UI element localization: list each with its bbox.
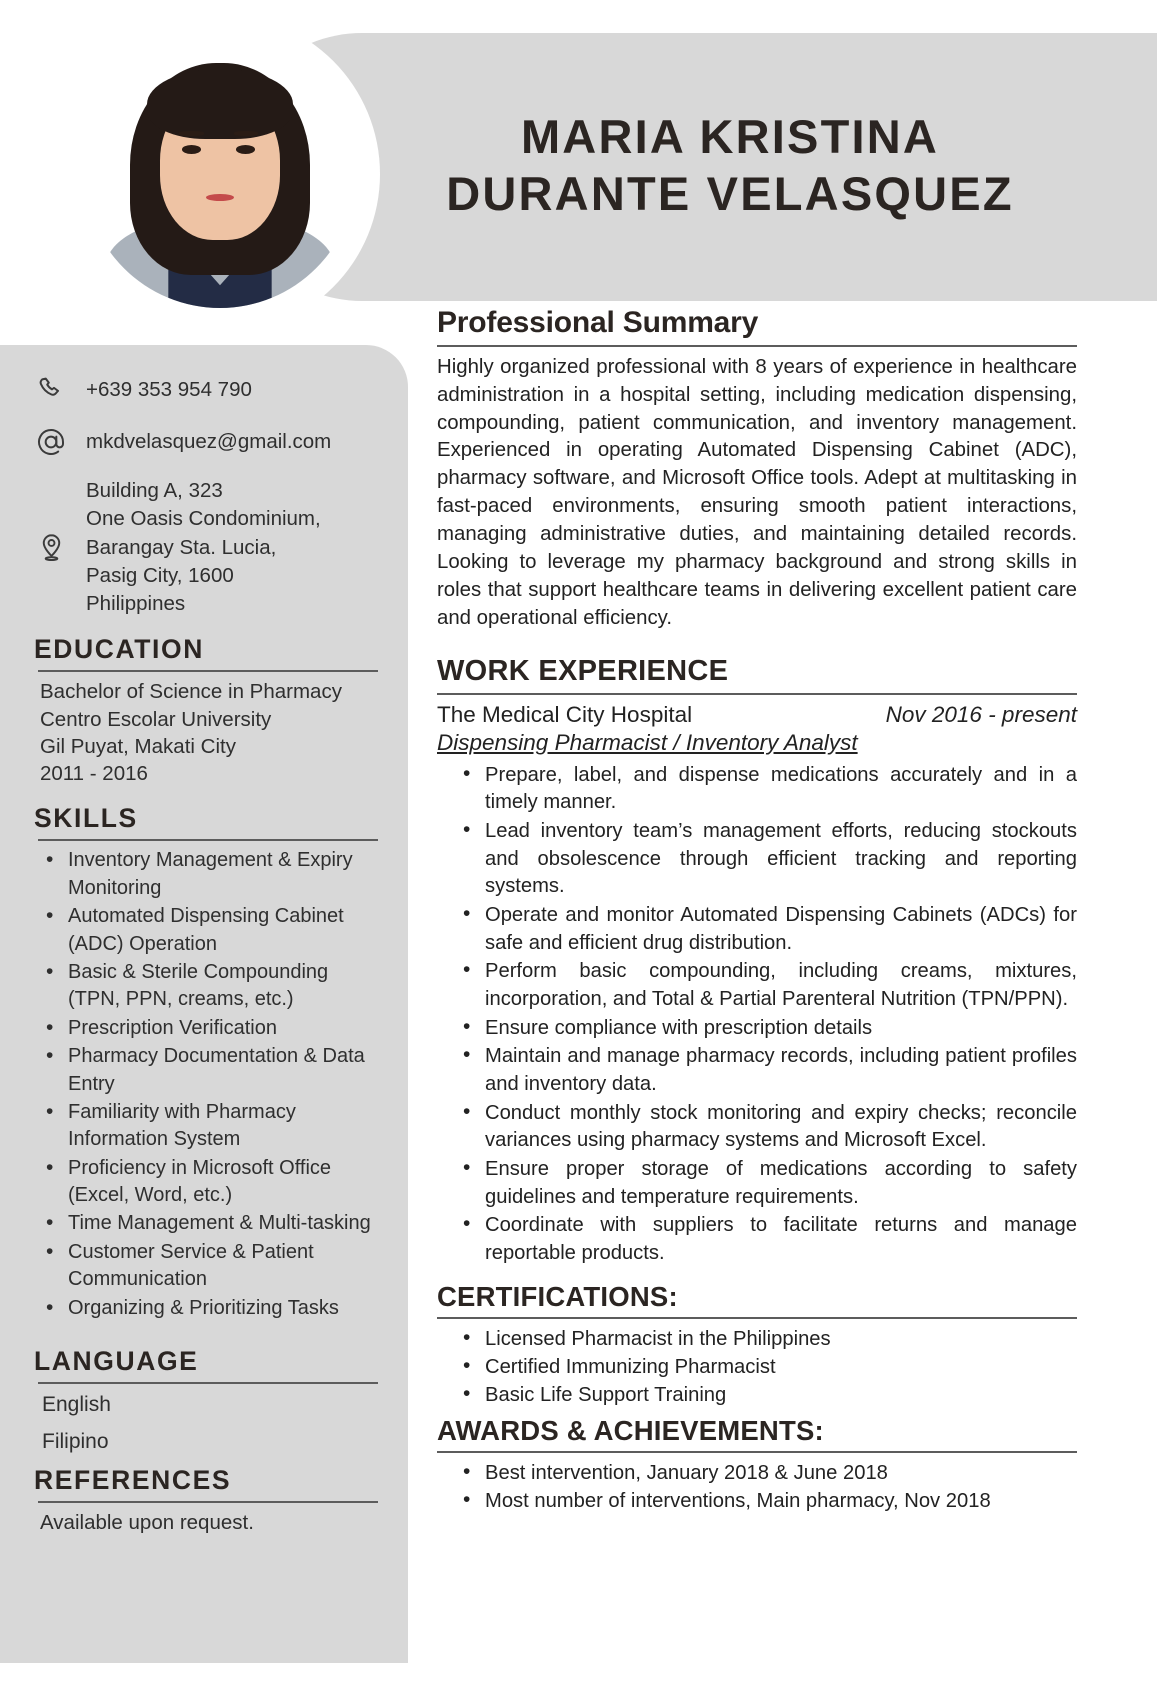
language-heading: LANGUAGE (34, 1346, 199, 1377)
contact-address-row (34, 477, 382, 618)
references-heading: REFERENCES (34, 1464, 232, 1495)
awards-list (437, 1460, 1077, 1515)
main-content (437, 306, 1077, 1516)
list-item: • Inventory Management & Expiry Monitoring (38, 847, 382, 902)
list-item: • Most number of interventions, Main pharmacy, Nov 2018 (455, 1488, 1077, 1516)
list-item: • Prescription Verification (38, 1015, 382, 1042)
list-item: • Customer Service & Patient Communication (38, 1239, 382, 1294)
sidebar (0, 345, 408, 1663)
phone-icon (34, 373, 68, 407)
summary-text: Highly organized professional with 8 years of experience in healthcare administration in a hospital setting, including medication dispensing, compounding, patient communication, and inventory management. Experienced in operating Automated Dispensing Cabinet (ADC), pharmacy software, and Microsoft Office tools. Adept at multitasking in fast-paced environments, ensuring smooth patient interactions, managing administrative duties, and maintaining detailed records. Looking to leverage my pharmacy background and strong skills in roles that support healthcare teams in delivering excellent patient care and operational efficiency. (437, 355, 1077, 630)
skills-heading: SKILLS (34, 803, 138, 834)
list-item: • Maintain and manage pharmacy records, including patient profiles and inventory data. (455, 1043, 1077, 1098)
list-item: • Perform basic compounding, including creams, mixtures, incorporation, and Total & Partial Parenteral Nutrition (TPN/PPN). (455, 958, 1077, 1013)
list-item: • Time Management & Multi-tasking (38, 1210, 382, 1237)
job-title: Dispensing Pharmacist / Inventory Analyst (437, 729, 858, 755)
address-line-2: One Oasis Condominium, (86, 507, 321, 531)
work-heading: WORK EXPERIENCE (437, 655, 729, 688)
list-item: • Automated Dispensing Cabinet (ADC) Operation (38, 903, 382, 958)
list-item: • Operate and monitor Automated Dispensing Cabinets (ADCs) for safe and efficient drug distribution. (455, 902, 1077, 957)
address-line-1: Building A, 323 (86, 479, 223, 502)
name-last: DURANTE VELASQUEZ (446, 167, 1014, 221)
awards-rule (437, 1451, 1077, 1453)
list-item: • Lead inventory team’s management efforts, reducing stockouts and obsolescence through efficient tracking and reporting systems. (455, 818, 1077, 901)
language-item-filipino: Filipino (42, 1430, 109, 1454)
list-item: • Conduct monthly stock monitoring and expiry checks; reconcile variances using pharmacy systems and Microsoft Excel. (455, 1100, 1077, 1155)
education-heading: EDUCATION (34, 634, 204, 665)
summary-heading: Professional Summary (437, 306, 759, 339)
list-item: • Basic Life Support Training (455, 1382, 1077, 1410)
list-item: • Basic & Sterile Compounding (TPN, PPN, creams, etc.) (38, 959, 382, 1014)
education-line-3: Gil Puyat, Makati City (40, 734, 236, 758)
name-first: MARIA KRISTINA (520, 110, 940, 163)
contact-email-row[interactable] (34, 425, 382, 459)
education-line-4: 2011 - 2016 (40, 762, 148, 786)
education-rule (38, 670, 378, 672)
address-line-4: Pasig City, 1600 (86, 563, 234, 587)
list-item: • Prepare, label, and dispense medications accurately and in a timely manner. (455, 762, 1077, 817)
page-title (380, 108, 1080, 223)
language-rule (38, 1382, 378, 1384)
skills-list (34, 847, 382, 1322)
list-item: • Familiarity with Pharmacy Information System (38, 1099, 382, 1154)
address-line-3: Barangay Sta. Lucia, (86, 535, 277, 559)
certifications-list (437, 1326, 1077, 1409)
job-header (437, 702, 1077, 728)
contact-phone-row[interactable] (34, 373, 382, 407)
references-rule (38, 1501, 378, 1503)
email-at-icon (34, 425, 68, 459)
phone-text: +639 353 954 790 (86, 378, 252, 402)
list-item: • Ensure compliance with prescription details (455, 1015, 1077, 1043)
education-line-2: Centro Escolar University (40, 707, 272, 731)
list-item: • Licensed Pharmacist in the Philippines (455, 1326, 1077, 1354)
address-line-5: Philippines (86, 592, 186, 616)
certifications-heading: CERTIFICATIONS: (437, 1280, 678, 1312)
location-pin-icon (34, 531, 68, 565)
summary-rule (437, 345, 1077, 347)
job-company: The Medical City Hospital (437, 701, 693, 727)
list-item: • Certified Immunizing Pharmacist (455, 1354, 1077, 1382)
references-text: Available upon request. (40, 1510, 254, 1534)
list-item: • Best intervention, January 2018 & June 2018 (455, 1460, 1077, 1488)
list-item: • Organizing & Prioritizing Tasks (38, 1295, 382, 1322)
list-item: • Proficiency in Microsoft Office (Excel, Word, etc.) (38, 1155, 382, 1210)
address-text (86, 477, 321, 618)
list-item: • Pharmacy Documentation & Data Entry (38, 1043, 382, 1098)
awards-heading: AWARDS & ACHIEVEMENTS: (437, 1414, 824, 1446)
avatar (84, 36, 356, 308)
skills-rule (38, 839, 378, 841)
education-line-1: Bachelor of Science in Pharmacy (40, 680, 342, 704)
work-rule (437, 693, 1077, 695)
language-item-english: English (42, 1393, 111, 1417)
list-item: • Coordinate with suppliers to facilitate returns and manage reportable products. (455, 1212, 1077, 1267)
job-dates: Nov 2016 - present (885, 701, 1077, 727)
email-text: mkdvelasquez@gmail.com (86, 430, 332, 454)
certifications-rule (437, 1317, 1077, 1319)
list-item: • Ensure proper storage of medications according to safety guidelines and temperature requirements. (455, 1156, 1077, 1211)
work-bullets (437, 762, 1077, 1268)
